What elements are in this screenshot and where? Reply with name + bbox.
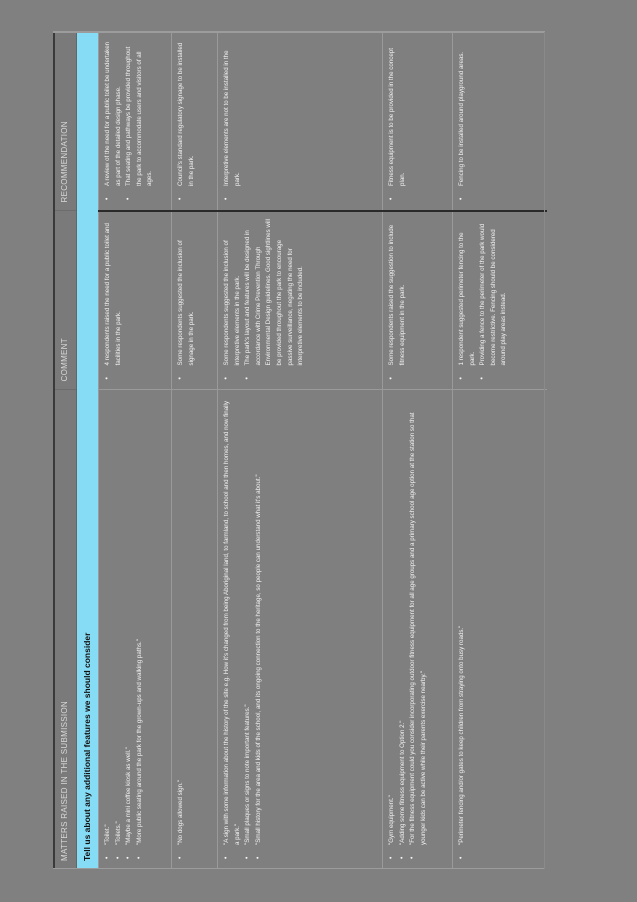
list-item: • "Small history for the area and kids of the school, and its ongoing connection to the heritage, so people can understand what it's about." [254,397,265,846]
document-page [53,32,545,869]
page-edge [53,868,545,869]
list-item: • The park's layout and features will be designed in accordance with Crime Prevention Through Environmental Design guidelines. Good sightlines will be provided throughout the park to encourage passive surveillance, negating the need for interpretive elements to be included. [243,218,307,366]
list-item: • Some respondents suggested the inclusion of signage in the park. [176,218,197,366]
recommendation-cell [172,32,218,211]
comment-cell [172,211,218,390]
page-top-border [53,32,55,869]
list-item: • Council's standard regulatory signage to be installed in the park. [176,38,197,186]
list-item: • "Gym equipment." [387,397,398,846]
table-row [218,32,383,869]
list-item: • Some respondents raised the suggestion to include fitness equipment in the park. [387,218,408,366]
matters-cell [218,390,383,869]
column-header-comment: COMMENT [53,211,77,390]
list-item: • Fencing to be installed around playground areas. [457,38,468,186]
table-header-row [53,32,77,869]
list-item: • "More public seating around the park for the grown-ups and walking paths." [135,397,146,846]
list-item: • "Perimeter fencing and/or gates to keep children from straying onto busy roads." [457,397,468,846]
comment-cell [99,211,172,390]
list-item: • 4 respondents raised the need for a public toilet and facilities in the park. [103,218,124,366]
table-row [453,32,548,869]
recommendation-cell [453,32,548,211]
comment-cell [218,211,383,390]
table-row [172,32,218,869]
list-item: • Some respondents suggested the inclusion of interpretive elements in the park. [222,218,243,366]
section-header-row [77,32,99,869]
list-item: • 1 respondent suggested perimeter fencing to the park. [457,218,478,366]
list-item: • "No dogs allowed sign." [176,397,187,846]
list-item: • "Adding some fitness equipment to Option 2." [398,397,409,846]
comment-cell [453,211,548,390]
page-edge [53,31,545,33]
column-header-recommendation: RECOMMENDATION [53,32,77,211]
matters-cell [453,390,548,869]
list-item: • Fitness equipment is to be provided in the concept plan. [387,38,408,186]
comment-cell [383,211,453,390]
matters-cell [172,390,218,869]
list-item: • Providing a fence to the perimeter of the park would become restrictive. Fencing should be considered around play areas instead. [478,218,510,366]
list-item: • "For the fitness equipment could you consider incorporating outdoor fitness equipment for all age groups and a primary school age option at the station so that younger kids can be active while their parents exercise nearby." [408,397,429,846]
list-item: • "Maybe a mini coffee kiosk as well." [124,397,135,846]
matters-cell [99,390,172,869]
list-item: • "Toilet." [103,397,114,846]
list-item: • A review of the need for a public toilet be undertaken as part of the detailed design phase. [103,38,124,186]
submissions-table [53,32,547,869]
recommendation-cell [218,32,383,211]
list-item: • Interpretive elements are not to be installed in the park. [222,38,243,186]
table-row [99,32,172,869]
list-item: • "A sign with some information about the history of the site e.g. How it's changed from being Aboriginal land, to farmland, to school and then homes, and now finally a park." [222,397,243,846]
list-item: • "Small plaques or signs to note important features." [243,397,254,846]
table-row [383,32,453,869]
list-item: • "Toilets." [114,397,125,846]
matters-cell [383,390,453,869]
section-title: Tell us about any additional features we should consider [77,32,99,869]
column-header-matters: MATTERS RAISED IN THE SUBMISSION [53,390,77,869]
page-edge [544,32,545,869]
recommendation-cell [99,32,172,211]
list-item: • That seating and pathways be provided throughout the park to accommodate users and visitors of all ages. [124,38,156,186]
recommendation-cell [383,32,453,211]
